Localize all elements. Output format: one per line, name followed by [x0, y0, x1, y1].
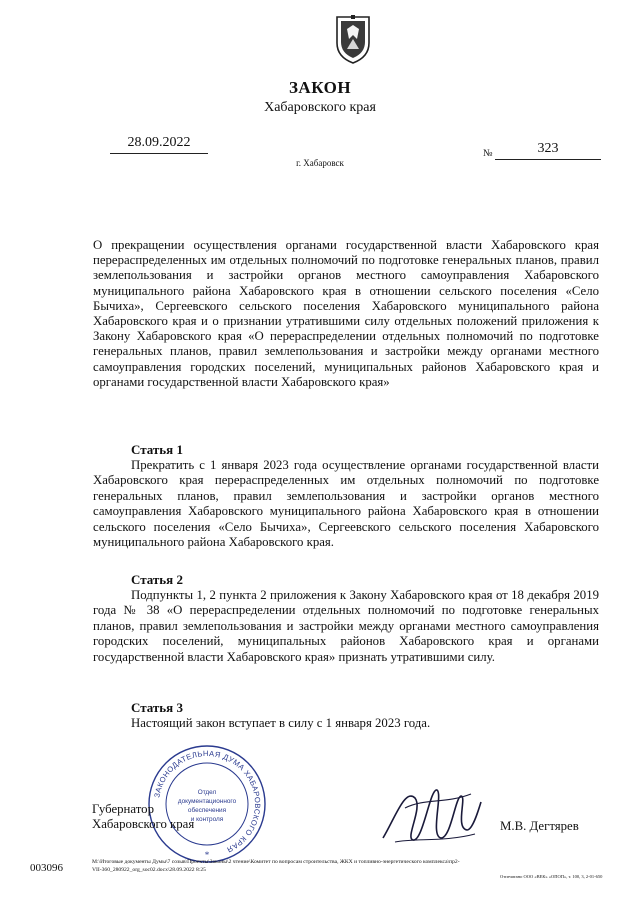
- signatory-name: М.В. Дегтярев: [500, 819, 579, 833]
- file-path-line2: VII-360_280922_org_soc02.docx\28.09.2022 8:25: [92, 867, 206, 873]
- article-2-heading: Статья 2: [131, 572, 183, 587]
- document-date: 28.09.2022: [110, 135, 208, 154]
- document-code: 003096: [30, 862, 63, 874]
- signatory-title-line2: Хабаровского края: [92, 816, 195, 831]
- article-1-heading: Статья 1: [131, 442, 183, 457]
- document-number: 323: [495, 141, 601, 160]
- handwritten-signature: [375, 768, 485, 848]
- printer-mark: Отпечатано ООО «ВЕК» «ОПОП», т. 100, 3, 2-01-650: [500, 874, 603, 879]
- svg-text:ЗАКОНОДАТЕЛЬНАЯ ДУМА ХАБАРОВСК: ЗАКОНОДАТЕЛЬНАЯ ДУМА ХАБАРОВСКОГО КРАЯ: [152, 748, 263, 855]
- document-type: ЗАКОН: [288, 78, 352, 97]
- svg-text:Отдел: Отдел: [197, 789, 217, 796]
- svg-text:документационного: документационного: [177, 798, 237, 805]
- signatory-title-line1: Губернатор: [92, 802, 154, 816]
- file-path-footer: [92, 858, 597, 874]
- article-1-text: Прекратить с 1 января 2023 года осуществление органами государственной власти Хабаровского края перераспределенных им отдельных полномочий по подготовке генеральных планов, правил землепользования и застройки органов местного самоуправления Хабаровского муниципального района Хабаровского края в отношении сельского поселения «Село Бычиха», Сергеевского сельского поселения Хабаровского муниципального района Хабаровского края.: [93, 458, 599, 550]
- region-name: Хабаровского края: [264, 100, 376, 115]
- coat-of-arms-emblem: [333, 13, 373, 65]
- city-name: г. Хабаровск: [296, 158, 344, 168]
- law-title-preamble: О прекращении осуществления органами государственной власти Хабаровского края перераспределенных им отдельных полномочий по подготовке генеральных планов, правил землепользования и застройки органов местного самоуправления Хабаровского муниципального района Хабаровского края в отношении сельского поселения «Село Бычиха», Сергеевского сельского поселения Хабаровского муниципального района Хабаровского края и о признании утратившими силу отдельных положений приложения к Закону Хабаровского края «О перераспределении отдельных полномочий по подготовке генеральных планов, правил землепользования и застройки между органами местного самоуправления городских поселений, муниципальных районов Хабаровского края и органами государственной власти Хабаровского края»: [93, 238, 599, 389]
- file-path-line1: M:\Итоговые документы Думы\7 созыв\Проекты\Законы\2 чтение\Комитет по вопросам строительства, ЖКХ и топливно-энергетического комплекса\пр2-: [92, 859, 460, 865]
- svg-text:и контроля: и контроля: [190, 816, 224, 823]
- article-2-text: Подпункты 1, 2 пункта 2 приложения к Закону Хабаровского края от 18 декабря 2019 года № 38 «О перераспределении отдельных полномочий по подготовке генеральных планов, правил землепользования и застройки между органами местного самоуправления городских поселений, муниципальных районов Хабаровского края и органами государственной власти Хабаровского края» признать утратившими силу.: [93, 588, 599, 664]
- number-sign: №: [483, 148, 493, 159]
- signatory-title: [92, 802, 194, 832]
- article-3-heading: Статья 3: [131, 700, 183, 715]
- svg-text:обеспечения: обеспечения: [187, 807, 227, 814]
- article-3-text: Настоящий закон вступает в силу с 1 января 2023 года.: [131, 716, 431, 730]
- svg-text:*: *: [204, 850, 210, 860]
